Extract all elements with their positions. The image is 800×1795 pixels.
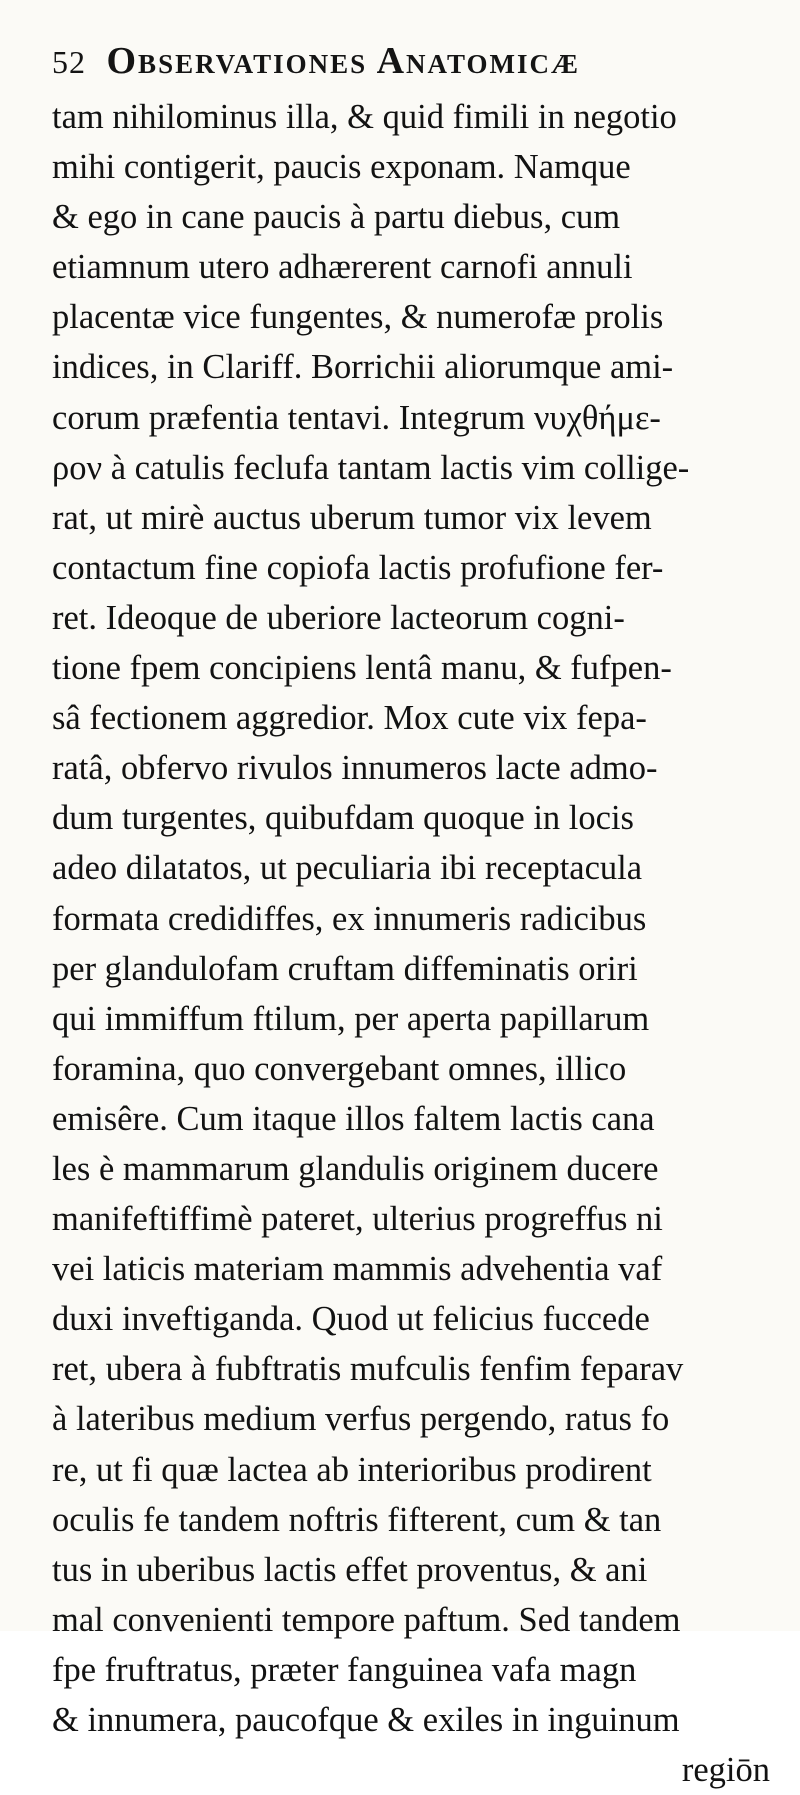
text-line: & ego in cane paucis à partu diebus, cum (52, 198, 621, 237)
text-line: oculis fe tandem noftris fifterent, cum & tan (52, 1500, 662, 1539)
text-line: placentæ vice fungentes, & numerofæ prolis (52, 298, 664, 337)
text-line: dum turgentes, quibufdam quoque in locis (52, 799, 634, 838)
text-line: ρον à catulis feclufa tantam lactis vim collige- (52, 448, 690, 487)
text-line: adeo dilatatos, ut peculiaria ibi receptacula (52, 849, 643, 888)
text-line: & innumera, paucofque & exiles in inguinum (52, 1701, 680, 1739)
text-line: indices, in Clariff. Borrichii aliorumque ami- (52, 348, 674, 387)
text-line: fpe fruftratus, præter fanguinea vafa magn (52, 1650, 637, 1689)
text-line: emisêre. Cum itaque illos faltem lactis cana (52, 1099, 655, 1138)
text-line: formata credidiffes, ex innumeris radicibus (52, 899, 647, 938)
text-line: duxi inveftiganda. Quod ut felicius fuccede (52, 1300, 650, 1339)
catchword: regiōn (681, 1751, 770, 1790)
text-line: ret, ubera à fubftratis mufculis fenfim feparav (52, 1350, 684, 1389)
text-line: re, ut fi quæ lactea ab interioribus prodirent (52, 1450, 652, 1489)
running-header (52, 30, 792, 92)
text-line: etiamnum utero adhærerent carnofi annuli (52, 248, 633, 287)
text-line: rat, ut mirè auctus uberum tumor vix levem (52, 498, 652, 537)
text-line: vei laticis materiam mammis advehentia vaf (52, 1250, 663, 1289)
text-line: per glandulofam cruftam diffeminatis oriri (52, 949, 638, 988)
text-line: tam nihilominus illa, & quid fimili in negotio (52, 98, 677, 136)
text-line: contactum fine copiofa lactis profufione fer- (52, 548, 664, 587)
text-line: les è mammarum glandulis originem ducere (52, 1149, 659, 1188)
text-line: tione fpem concipiens lentâ manu, & fufpen- (52, 649, 672, 688)
text-line: mal convenienti tempore paftum. Sed tandem (52, 1600, 681, 1639)
running-title: Observationes Anatomicæ (106, 40, 581, 82)
text-line: manifeftiffimè pateret, ulterius progreffus ni (52, 1200, 663, 1239)
text-line: ret. Ideoque de uberiore lacteorum cogni- (52, 598, 625, 637)
text-line: qui immiffum ftilum, per aperta papillarum (52, 999, 650, 1038)
text-line: foramina, quo convergebant omnes, illico (52, 1049, 627, 1088)
text-line: corum præfentia tentavi. Integrum νυχθήμε- (52, 398, 661, 437)
text-line: mihi contigerit, paucis exponam. Namque (52, 148, 631, 187)
text-line: ratâ, obfervo rivulos innumeros lacte admo- (52, 749, 658, 788)
text-line: sâ fectionem aggredior. Mox cute vix fepa- (52, 699, 647, 738)
text-line: tus in uberibus lactis effet proventus, & ani (52, 1550, 648, 1589)
text-line: à lateribus medium verfus pergendo, ratus fo (52, 1400, 670, 1439)
page-number: 52 (52, 44, 86, 80)
body-text (52, 92, 800, 1795)
